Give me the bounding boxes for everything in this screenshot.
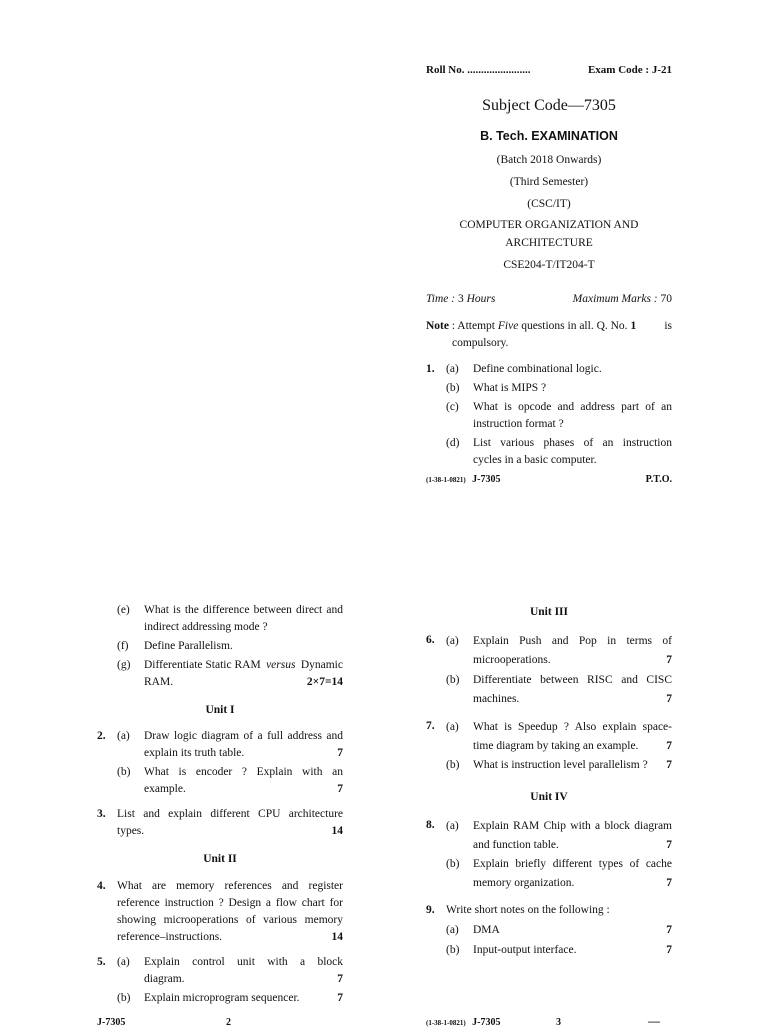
course-title-line2: ARCHITECTURE: [505, 237, 593, 249]
part-label: (g): [117, 659, 131, 671]
q5-part-b: [117, 990, 343, 1009]
semester: (Third Semester): [509, 176, 589, 188]
note-one: 1: [630, 320, 637, 332]
part-label: (b): [446, 858, 460, 870]
part-text: Explain microprogram sequencer.: [144, 992, 300, 1004]
q8-part-b: [446, 855, 672, 893]
q9-part-a: [446, 922, 672, 942]
part-text: microoperations.: [473, 654, 551, 666]
q9-part-b: [446, 942, 672, 961]
part-label: (a): [446, 721, 459, 733]
part-text: Draw logic diagram of a full address and: [144, 730, 343, 742]
maximum-marks: [540, 291, 672, 308]
question-number: 9.: [426, 904, 435, 916]
part-text: Dynamic: [300, 659, 343, 671]
course-title-line1: COMPUTER ORGANIZATION AND: [459, 219, 639, 231]
part-text: What is MIPS ?: [473, 382, 547, 394]
part-text: Input-output interface.: [473, 944, 577, 956]
question-number: 6.: [426, 634, 435, 646]
branch: (CSC/IT): [527, 198, 571, 210]
part-label: (a): [446, 924, 459, 936]
course-code: CSE204-T/IT204-T: [503, 259, 595, 271]
page-2-number: 2: [226, 1017, 231, 1028]
batch: (Batch 2018 Onwards): [496, 154, 602, 166]
part-label: (b): [117, 766, 131, 778]
marks: 7: [666, 654, 672, 666]
part-text-italic: versus: [266, 659, 296, 671]
part-label: (a): [446, 820, 459, 832]
q1-part-a: [446, 361, 672, 380]
part-label: (f): [117, 640, 129, 652]
page-3-footer-left: [426, 1017, 501, 1028]
unit-4-heading: Unit IV: [530, 791, 568, 803]
part-text: Explain RAM Chip with a block diagram: [473, 820, 672, 832]
q7-part-b: [446, 757, 672, 776]
time-value: 3: [457, 293, 464, 305]
note-text-3: is: [664, 320, 672, 332]
part-text: DMA: [473, 924, 500, 936]
question-text: types.: [117, 825, 145, 837]
footer-paper-code: J-7305: [472, 474, 501, 485]
exam-code: Exam Code : J-21: [587, 64, 672, 76]
q1-part-e: [117, 602, 343, 638]
marks: 7: [666, 877, 672, 889]
note-five: Five: [497, 320, 519, 332]
part-label: (b): [446, 382, 460, 394]
part-text: cycles in a basic computer.: [473, 454, 597, 466]
question-number: 5.: [97, 956, 106, 968]
part-text: and function table.: [473, 839, 559, 851]
question-number: 1.: [426, 363, 435, 375]
q1-part-b: [446, 380, 672, 399]
part-label: (a): [117, 956, 130, 968]
question-number: 2.: [97, 730, 106, 742]
marks: 7: [666, 740, 672, 752]
q2-part-b: [117, 764, 343, 800]
time-label: Time :: [426, 293, 456, 305]
part-text: Explain control unit with a block: [144, 956, 343, 968]
marks: 7: [337, 992, 343, 1004]
part-text: What is opcode and address part of an: [473, 401, 672, 413]
marks: 2×7=14: [306, 676, 343, 688]
question-number: 4.: [97, 880, 106, 892]
question-text: reference instruction ? Design a flow chart for: [117, 897, 343, 909]
part-label: (a): [446, 635, 459, 647]
part-text: RAM.: [144, 676, 174, 688]
page-3-end-dash: —: [648, 1014, 660, 1028]
please-turn-over: P.T.O.: [645, 474, 672, 485]
marks: 7: [337, 747, 343, 759]
part-text: Differentiate Static RAM: [144, 659, 261, 671]
part-text: Explain briefly different types of cache: [473, 858, 672, 870]
note: [426, 318, 672, 352]
question-number: 7.: [426, 720, 435, 732]
q1-part-g: [117, 657, 343, 693]
marks: 7: [666, 759, 672, 771]
note-text-1: : Attempt: [451, 320, 495, 332]
footer-paper-code: J-7305: [472, 1017, 501, 1028]
footer-code: (1-38-1-0821): [426, 476, 466, 484]
max-marks-label: Maximum Marks :: [572, 293, 658, 305]
max-marks-value: 70: [660, 293, 672, 305]
question-text: showing microoperations of various memory: [117, 914, 343, 926]
part-text: example.: [144, 783, 186, 795]
part-label: (a): [446, 363, 459, 375]
part-label: (d): [446, 437, 460, 449]
part-label: (b): [446, 674, 460, 686]
time-allowed: [426, 291, 495, 308]
question-1: [426, 361, 672, 471]
part-label: (b): [117, 992, 131, 1004]
question-text: List and explain different CPU architecture: [117, 808, 343, 820]
part-text: What is encoder ? Explain with an: [144, 766, 343, 778]
marks: 7: [337, 973, 343, 985]
q8-part-a: [446, 817, 672, 855]
note-label: Note: [426, 320, 449, 332]
part-text: Define Parallelism.: [144, 640, 233, 652]
page-footer-left: [426, 474, 501, 485]
q1-part-c: [446, 399, 672, 435]
q2-part-a: [117, 728, 343, 764]
part-text: indirect addressing mode ?: [144, 621, 268, 633]
page-2-footer-code: J-7305: [97, 1017, 126, 1028]
part-text: Explain Push and Pop in terms of: [473, 635, 672, 647]
part-text: Differentiate between RISC and CISC: [473, 674, 672, 686]
part-label: (c): [446, 401, 459, 413]
part-text: memory organization.: [473, 877, 575, 889]
note-text-2: questions in all. Q. No.: [521, 320, 628, 332]
part-text: time diagram by taking an example.: [473, 740, 639, 752]
part-label: (b): [446, 759, 460, 771]
part-text: What is instruction level parallelism ?: [473, 759, 648, 771]
q5-part-a: [117, 954, 343, 990]
part-text: What is the difference between direct and: [144, 604, 343, 616]
roll-number-label: Roll No. .......................: [426, 64, 531, 76]
marks: 7: [337, 783, 343, 795]
marks: 7: [666, 839, 672, 851]
unit-3-heading: Unit III: [529, 606, 569, 618]
note-line-2: compulsory.: [452, 337, 509, 349]
part-text: explain its truth table.: [144, 747, 245, 759]
footer-code: (1-38-1-0821): [426, 1019, 466, 1027]
exam-title: B. Tech. EXAMINATION: [480, 129, 618, 143]
question-number: 3.: [97, 808, 106, 820]
part-text: machines.: [473, 693, 520, 705]
marks: 14: [331, 825, 343, 837]
q7-part-a: [446, 718, 672, 757]
question-text: What are memory references and register: [117, 880, 343, 892]
part-label: (e): [117, 604, 130, 616]
question-text: reference–instructions.: [117, 931, 223, 943]
page-3-number: 3: [556, 1017, 561, 1028]
subject-code: Subject Code—7305: [482, 97, 616, 114]
marks: 14: [331, 931, 343, 943]
marks: 7: [666, 944, 672, 956]
part-text: diagram.: [144, 973, 185, 985]
part-text: List various phases of an instruction: [473, 437, 672, 449]
part-label: (a): [117, 730, 130, 742]
part-text: Define combinational logic.: [473, 363, 602, 375]
marks: 7: [666, 693, 672, 705]
part-text: instruction format ?: [473, 418, 564, 430]
q6-part-b: [446, 671, 672, 709]
q6-part-a: [446, 632, 672, 671]
question-text: Write short notes on the following :: [446, 904, 610, 916]
q1-part-d: [446, 435, 672, 471]
marks: 7: [666, 924, 672, 936]
time-unit: Hours: [466, 293, 496, 305]
question-number: 8.: [426, 819, 435, 831]
part-text: What is Speedup ? Also explain space-: [473, 721, 672, 733]
q1-part-f: [117, 638, 343, 657]
unit-1-heading: Unit I: [205, 704, 235, 716]
part-label: (b): [446, 944, 460, 956]
question-1-continued: [117, 602, 343, 693]
unit-2-heading: Unit II: [203, 853, 237, 865]
